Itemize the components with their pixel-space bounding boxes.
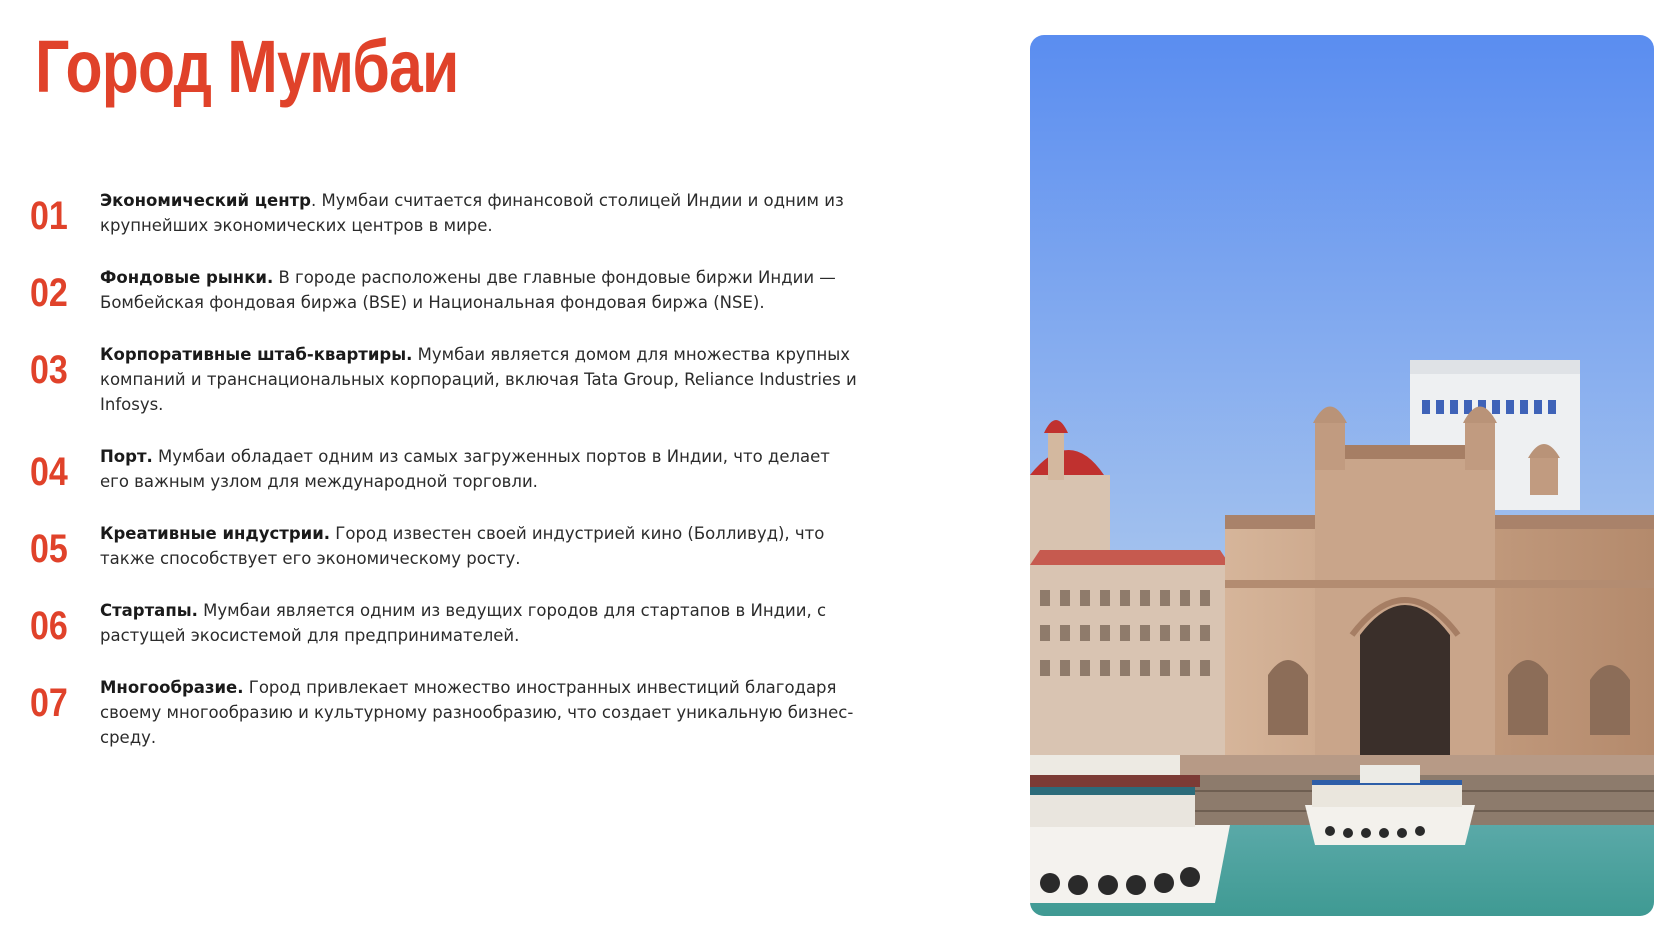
item-body: . Мумбаи считается финансовой столицей Индии и одним из крупнейших экономических центров в мире. bbox=[100, 191, 844, 235]
item-body: Мумбаи является домом для множества крупных компаний и транснациональных корпораций, включая Tata Group, Reliance Industries и Infosys. bbox=[100, 345, 857, 414]
list-item bbox=[30, 342, 860, 417]
list-item bbox=[30, 598, 860, 648]
list-item bbox=[30, 265, 860, 315]
item-body: Мумбаи является одним из ведущих городов для стартапов в Индии, с растущей экосистемой для предпринимателей. bbox=[100, 601, 827, 645]
item-heading: Креативные индустрии. bbox=[100, 524, 331, 543]
item-heading: Многообразие. bbox=[100, 678, 244, 697]
item-heading: Фондовые рынки. bbox=[100, 268, 274, 287]
list-item bbox=[30, 444, 860, 494]
item-number: 05 bbox=[30, 527, 68, 571]
item-text bbox=[100, 444, 860, 494]
item-heading: Стартапы. bbox=[100, 601, 198, 620]
item-number: 01 bbox=[30, 194, 68, 238]
item-number: 04 bbox=[30, 450, 68, 494]
item-number: 03 bbox=[30, 348, 68, 392]
item-heading: Корпоративные штаб-квартиры. bbox=[100, 345, 413, 364]
item-text bbox=[100, 598, 860, 648]
facts-list bbox=[30, 188, 860, 777]
gateway-of-india-icon bbox=[1030, 35, 1654, 916]
item-text bbox=[100, 521, 860, 571]
item-body: Мумбаи обладает одним из самых загруженных портов в Индии, что делает его важным узлом для международной торговли. bbox=[100, 447, 830, 491]
item-text bbox=[100, 675, 860, 750]
item-heading: Порт. bbox=[100, 447, 153, 466]
list-item bbox=[30, 521, 860, 571]
page-title: Город Мумбаи bbox=[35, 25, 459, 108]
item-text bbox=[100, 265, 860, 315]
item-body: Город привлекает множество иностранных инвестиций благодаря своему многообразию и культурному разнообразию, что создает уникальную бизнес-среду. bbox=[100, 678, 854, 747]
item-number: 06 bbox=[30, 604, 68, 648]
gateway-of-india-photo bbox=[1030, 35, 1654, 916]
item-body: Город известен своей индустрией кино (Болливуд), что также способствует его экономическому росту. bbox=[100, 524, 825, 568]
item-heading: Экономический центр bbox=[100, 191, 311, 210]
list-item bbox=[30, 675, 860, 750]
item-body: В городе расположены две главные фондовые биржи Индии — Бомбейская фондовая биржа (BSE) и Национальная фондовая биржа (NSE). bbox=[100, 268, 836, 312]
list-item bbox=[30, 188, 860, 238]
item-text bbox=[100, 188, 860, 238]
item-number: 02 bbox=[30, 271, 68, 315]
item-text bbox=[100, 342, 860, 417]
item-number: 07 bbox=[30, 681, 68, 725]
